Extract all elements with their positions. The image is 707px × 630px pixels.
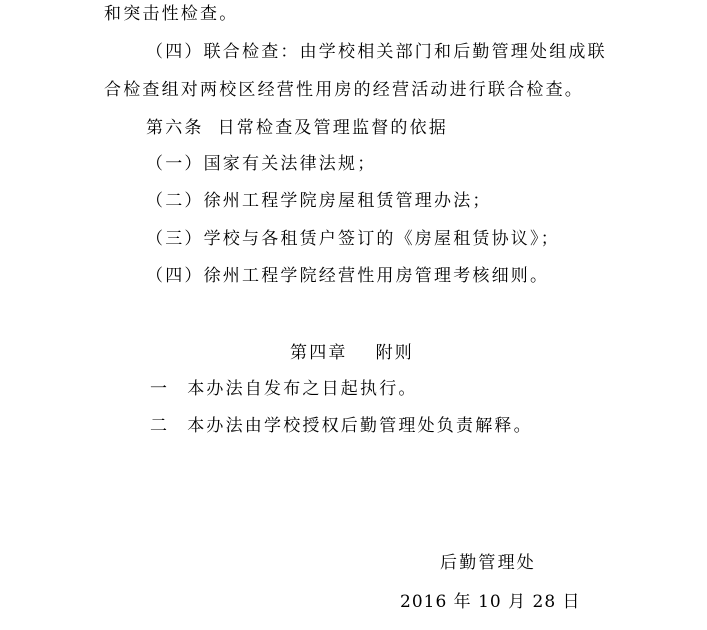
list-item [150, 414, 533, 438]
article-number: 第六条 [146, 118, 204, 138]
article-title: 日常检查及管理监督的依据 [217, 118, 449, 138]
item-number: 二 [150, 416, 170, 436]
signature-org: 后勤管理处 [440, 553, 536, 573]
list-item: （一）国家有关法律法规； [146, 154, 377, 174]
list-item [150, 377, 418, 401]
chapter-heading [290, 341, 414, 365]
item-text: 本办法由学校授权后勤管理处负责解释。 [187, 416, 533, 436]
paragraph-line: 合检查组对两校区经营性用房的经营活动进行联合检查。 [104, 80, 584, 100]
chapter-number: 第四章 [290, 343, 348, 363]
signature-date: 2016 年 10 月 28 日 [400, 592, 581, 612]
list-item: （四）徐州工程学院经营性用房管理考核细则。 [146, 266, 550, 286]
item-text: 本办法自发布之日起执行。 [187, 379, 418, 399]
item-number: 一 [150, 379, 170, 399]
list-item: （二）徐州工程学院房屋租赁管理办法； [146, 191, 492, 211]
paragraph-line: （四）联合检查：由学校相关部门和后勤管理处组成联 [146, 42, 607, 62]
paragraph-line: 和突击性检查。 [104, 4, 239, 24]
article-heading [146, 116, 448, 140]
list-item: （三）学校与各租赁户签订的《房屋租赁协议》； [146, 229, 560, 249]
chapter-title: 附则 [375, 343, 415, 363]
